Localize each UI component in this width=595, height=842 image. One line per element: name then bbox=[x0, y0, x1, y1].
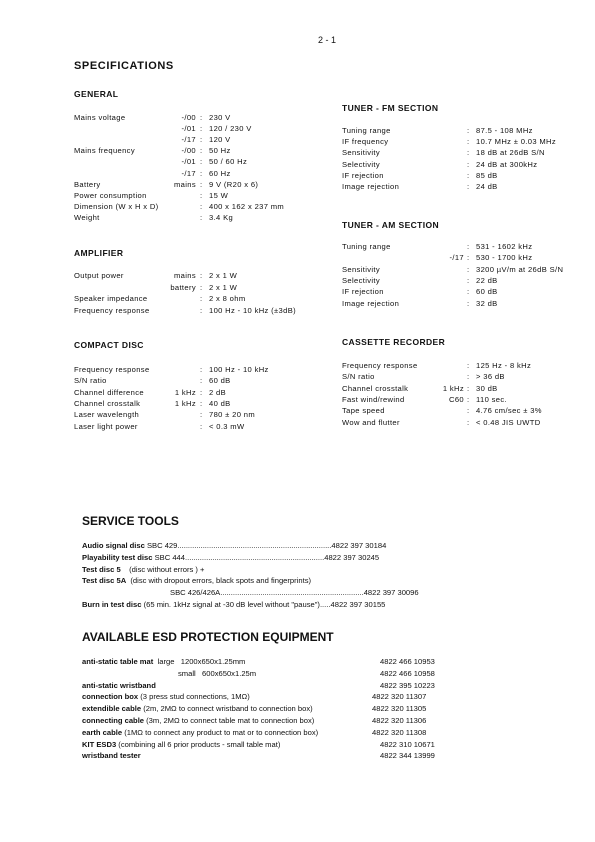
esd-item-detail: small 600x650x1.25m bbox=[178, 668, 257, 678]
spec-colon: : bbox=[467, 372, 470, 382]
spec-label: Sensitivity bbox=[342, 148, 381, 158]
esd-item-detail: (combining all 6 prior products - small table mat) bbox=[116, 739, 281, 749]
spec-label: Sensitivity bbox=[342, 264, 381, 274]
spec-value: 120 V bbox=[209, 135, 231, 145]
service-tool-line bbox=[170, 588, 419, 597]
spec-label: Frequency response bbox=[74, 365, 150, 374]
spec-colon: : bbox=[200, 294, 203, 304]
esd-line bbox=[82, 681, 156, 690]
spec-colon: : bbox=[467, 159, 470, 169]
spec-label: Frequency response bbox=[74, 305, 150, 315]
spec-condition: -/17 bbox=[181, 168, 196, 178]
esd-line bbox=[82, 740, 280, 749]
spec-colon: : bbox=[467, 275, 470, 285]
spec-label: Mains frequency bbox=[74, 146, 135, 156]
esd-item-code: 4822 466 10958 bbox=[380, 668, 435, 678]
spec-value: 60 Hz bbox=[209, 168, 231, 178]
spec-value: 400 x 162 x 237 mm bbox=[209, 201, 285, 211]
spec-label: Image rejection bbox=[342, 182, 400, 191]
service-tool-line bbox=[82, 541, 386, 550]
spec-condition: battery bbox=[170, 282, 196, 292]
esd-line bbox=[82, 728, 318, 737]
esd-line bbox=[82, 716, 314, 725]
service-tool-detail: SBC 426/426A....................................................................4822 397 30096 bbox=[170, 588, 419, 598]
spec-value: 40 dB bbox=[209, 398, 231, 408]
spec-colon: : bbox=[467, 242, 470, 251]
spec-value: 2 x 1 W bbox=[209, 282, 238, 292]
esd-item-detail: (2m, 2MΩ to connect wristband to connection box) bbox=[141, 704, 313, 714]
spec-colon: : bbox=[467, 417, 470, 427]
spec-condition: -/01 bbox=[181, 124, 196, 134]
service-tool-detail: (disc with dropout errors, black spots and fingerprints) bbox=[126, 576, 312, 586]
spec-label: Selectivity bbox=[342, 275, 381, 285]
spec-value: 780 ± 20 nm bbox=[209, 410, 256, 420]
spec-label: Tuning range bbox=[342, 242, 391, 251]
spec-colon: : bbox=[467, 148, 470, 158]
spec-condition: -/01 bbox=[181, 157, 196, 167]
spec-condition: 1 kHz bbox=[174, 398, 196, 408]
spec-colon: : bbox=[200, 271, 203, 280]
spec-label: Channel difference bbox=[74, 387, 144, 397]
spec-value: 530 - 1700 kHz bbox=[476, 253, 533, 263]
service-tool-name: Test disc 5 bbox=[82, 564, 121, 574]
spec-value: 531 - 1602 kHz bbox=[476, 242, 533, 251]
esd-item-code: 4822 320 11305 bbox=[372, 704, 427, 714]
esd-item-code: 4822 344 13999 bbox=[380, 751, 435, 761]
spec-colon: : bbox=[467, 361, 470, 370]
service-tool-name: Burn in test disc bbox=[82, 600, 142, 609]
esd-item-name: extendible cable bbox=[82, 704, 142, 714]
spec-condition: -/17 bbox=[181, 135, 196, 145]
spec-value: 230 V bbox=[209, 113, 231, 122]
spec-condition: mains bbox=[173, 179, 196, 189]
spec-label: Image rejection bbox=[342, 298, 400, 308]
spec-colon: : bbox=[467, 298, 470, 308]
spec-label: S/N ratio bbox=[342, 372, 375, 382]
spec-label: IF rejection bbox=[342, 287, 384, 297]
spec-value: 50 Hz bbox=[209, 146, 231, 156]
spec-label: Dimension (W x H x D) bbox=[74, 201, 159, 211]
compact-disc-heading: COMPACT DISC bbox=[74, 340, 144, 350]
spec-colon: : bbox=[200, 168, 203, 178]
amplifier-heading: AMPLIFIER bbox=[74, 248, 124, 258]
general-heading: GENERAL bbox=[74, 89, 119, 99]
spec-value: 10.7 MHz ± 0.03 MHz bbox=[476, 137, 557, 147]
spec-colon: : bbox=[200, 387, 203, 397]
spec-label: Fast wind/rewind bbox=[342, 394, 405, 404]
spec-value: 120 / 230 V bbox=[209, 124, 252, 134]
spec-colon: : bbox=[200, 146, 203, 156]
tuner-fm-heading: TUNER - FM SECTION bbox=[342, 103, 439, 113]
service-tool-line bbox=[82, 565, 204, 574]
spec-condition: -/17 bbox=[449, 253, 464, 263]
spec-condition: -/00 bbox=[181, 146, 196, 156]
spec-label: IF frequency bbox=[342, 137, 389, 147]
spec-value: 15 W bbox=[209, 190, 229, 200]
service-tool-line bbox=[82, 553, 379, 562]
esd-item-name: connecting cable bbox=[82, 716, 145, 725]
service-tool-detail: (disc without errors ) + bbox=[120, 564, 205, 574]
spec-value: > 36 dB bbox=[476, 372, 505, 382]
spec-colon: : bbox=[200, 113, 203, 122]
spec-value: 60 dB bbox=[209, 376, 231, 386]
spec-value: 60 dB bbox=[476, 287, 498, 297]
spec-value: 3.4 Kg bbox=[209, 212, 234, 222]
esd-item-detail: (3m, 2MΩ to connect table mat to connection box) bbox=[144, 716, 315, 725]
spec-colon: : bbox=[467, 126, 470, 135]
service-tool-detail: (65 min. 1kHz signal at -30 dB level without "pause").....4822 397 30155 bbox=[141, 600, 386, 609]
page-title: SPECIFICATIONS bbox=[74, 60, 174, 72]
spec-label: S/N ratio bbox=[74, 376, 107, 386]
esd-line bbox=[82, 751, 141, 760]
esd-item-code: 4822 320 11308 bbox=[372, 727, 427, 737]
spec-label: Wow and flutter bbox=[342, 417, 400, 427]
spec-value: 85 dB bbox=[476, 170, 498, 180]
service-tools-heading: SERVICE TOOLS bbox=[82, 514, 179, 528]
tuner-am-heading: TUNER - AM SECTION bbox=[342, 220, 440, 230]
esd-item-detail: (3 press stud connections, 1MΩ) bbox=[138, 692, 250, 702]
esd-item-code: 4822 320 11307 bbox=[372, 692, 427, 702]
spec-colon: : bbox=[200, 398, 203, 408]
spec-colon: : bbox=[200, 305, 203, 315]
spec-condition: 1 kHz bbox=[174, 387, 196, 397]
esd-item-code: 4822 320 11306 bbox=[372, 716, 427, 725]
spec-colon: : bbox=[200, 157, 203, 167]
service-tool-name: Playability test disc bbox=[82, 552, 153, 562]
page-number: 2 - 1 bbox=[318, 35, 337, 45]
esd-item-name: anti-static wristband bbox=[82, 680, 156, 690]
spec-value: 24 dB at 300kHz bbox=[476, 159, 538, 169]
spec-colon: : bbox=[467, 264, 470, 274]
spec-label: Tuning range bbox=[342, 126, 391, 135]
spec-label: IF rejection bbox=[342, 170, 384, 180]
spec-colon: : bbox=[200, 365, 203, 374]
spec-label: Tape speed bbox=[342, 406, 385, 416]
spec-colon: : bbox=[467, 182, 470, 191]
spec-value: 2 x 8 ohm bbox=[209, 294, 246, 304]
spec-label: Battery bbox=[74, 179, 101, 189]
service-tool-detail: SBC 444..................................................................4822 397 30245 bbox=[152, 552, 380, 562]
esd-line bbox=[178, 669, 256, 678]
spec-value: 2 x 1 W bbox=[209, 271, 238, 280]
spec-label: Mains voltage bbox=[74, 113, 126, 122]
spec-colon: : bbox=[200, 190, 203, 200]
spec-colon: : bbox=[467, 394, 470, 404]
spec-colon: : bbox=[200, 201, 203, 211]
spec-colon: : bbox=[467, 287, 470, 297]
spec-label: Laser light power bbox=[74, 421, 138, 431]
spec-condition: -/00 bbox=[181, 113, 196, 122]
service-tool-name: Audio signal disc bbox=[82, 541, 145, 550]
spec-value: 110 sec. bbox=[476, 394, 507, 404]
esd-line bbox=[82, 692, 250, 701]
spec-colon: : bbox=[200, 212, 203, 222]
spec-colon: : bbox=[467, 137, 470, 147]
spec-colon: : bbox=[467, 170, 470, 180]
service-tool-detail: SBC 429.........................................................................4822 397 30184 bbox=[144, 541, 387, 550]
spec-value: 22 dB bbox=[476, 275, 498, 285]
esd-item-name: anti-static table mat bbox=[82, 657, 154, 666]
esd-item-code: 4822 395 10223 bbox=[380, 680, 435, 690]
spec-colon: : bbox=[200, 124, 203, 134]
esd-heading: AVAILABLE ESD PROTECTION EQUIPMENT bbox=[82, 630, 334, 644]
spec-label: Speaker impedance bbox=[74, 294, 148, 304]
spec-value: 2 dB bbox=[209, 387, 227, 397]
spec-value: 87.5 - 108 MHz bbox=[476, 126, 533, 135]
esd-item-code: 4822 466 10953 bbox=[380, 657, 435, 666]
spec-value: 3200 µV/m at 26dB S/N bbox=[476, 264, 564, 274]
spec-value: 100 Hz - 10 kHz bbox=[209, 365, 269, 374]
spec-value: < 0.48 JIS UWTD bbox=[476, 417, 541, 427]
spec-value: 9 V (R20 x 6) bbox=[209, 179, 259, 189]
esd-item-name: earth cable bbox=[82, 727, 123, 737]
spec-colon: : bbox=[467, 406, 470, 416]
esd-line bbox=[82, 657, 245, 666]
spec-condition: mains bbox=[173, 271, 196, 280]
spec-colon: : bbox=[200, 135, 203, 145]
spec-label: Weight bbox=[74, 212, 100, 222]
esd-item-name: KIT ESD3 bbox=[82, 739, 117, 749]
spec-colon: : bbox=[467, 383, 470, 393]
service-tool-line bbox=[82, 600, 385, 609]
spec-label: Output power bbox=[74, 271, 124, 280]
spec-condition: C60 bbox=[449, 394, 464, 404]
esd-item-name: connection box bbox=[82, 692, 139, 702]
esd-item-detail: (1MΩ to connect any product to mat or to connection box) bbox=[122, 727, 319, 737]
spec-colon: : bbox=[467, 253, 470, 263]
spec-value: 50 / 60 Hz bbox=[209, 157, 248, 167]
esd-item-detail: large 1200x650x1.25mm bbox=[153, 657, 246, 666]
spec-label: Frequency response bbox=[342, 361, 418, 370]
cassette-heading: CASSETTE RECORDER bbox=[342, 337, 446, 347]
spec-label: Power consumption bbox=[74, 190, 147, 200]
spec-colon: : bbox=[200, 376, 203, 386]
spec-value: 100 Hz - 10 kHz (±3dB) bbox=[209, 305, 296, 315]
spec-value: 30 dB bbox=[476, 383, 498, 393]
spec-label: Channel crosstalk bbox=[342, 383, 409, 393]
spec-value: < 0.3 mW bbox=[209, 421, 245, 431]
spec-label: Laser wavelength bbox=[74, 410, 140, 420]
spec-value: 24 dB bbox=[476, 182, 498, 191]
service-tool-name: Test disc 5A bbox=[82, 576, 127, 586]
spec-colon: : bbox=[200, 282, 203, 292]
spec-value: 4.76 cm/sec ± 3% bbox=[476, 406, 542, 416]
spec-value: 125 Hz - 8 kHz bbox=[476, 361, 532, 370]
spec-condition: 1 kHz bbox=[442, 383, 464, 393]
esd-item-code: 4822 310 10671 bbox=[380, 739, 435, 749]
spec-colon: : bbox=[200, 179, 203, 189]
spec-colon: : bbox=[200, 421, 203, 431]
spec-value: 18 dB at 26dB S/N bbox=[476, 148, 545, 158]
service-tool-line bbox=[82, 576, 311, 585]
spec-colon: : bbox=[200, 410, 203, 420]
esd-item-name: wristband tester bbox=[82, 751, 141, 761]
spec-label: Selectivity bbox=[342, 159, 381, 169]
esd-line bbox=[82, 704, 313, 713]
spec-label: Channel crosstalk bbox=[74, 398, 141, 408]
spec-value: 32 dB bbox=[476, 298, 498, 308]
